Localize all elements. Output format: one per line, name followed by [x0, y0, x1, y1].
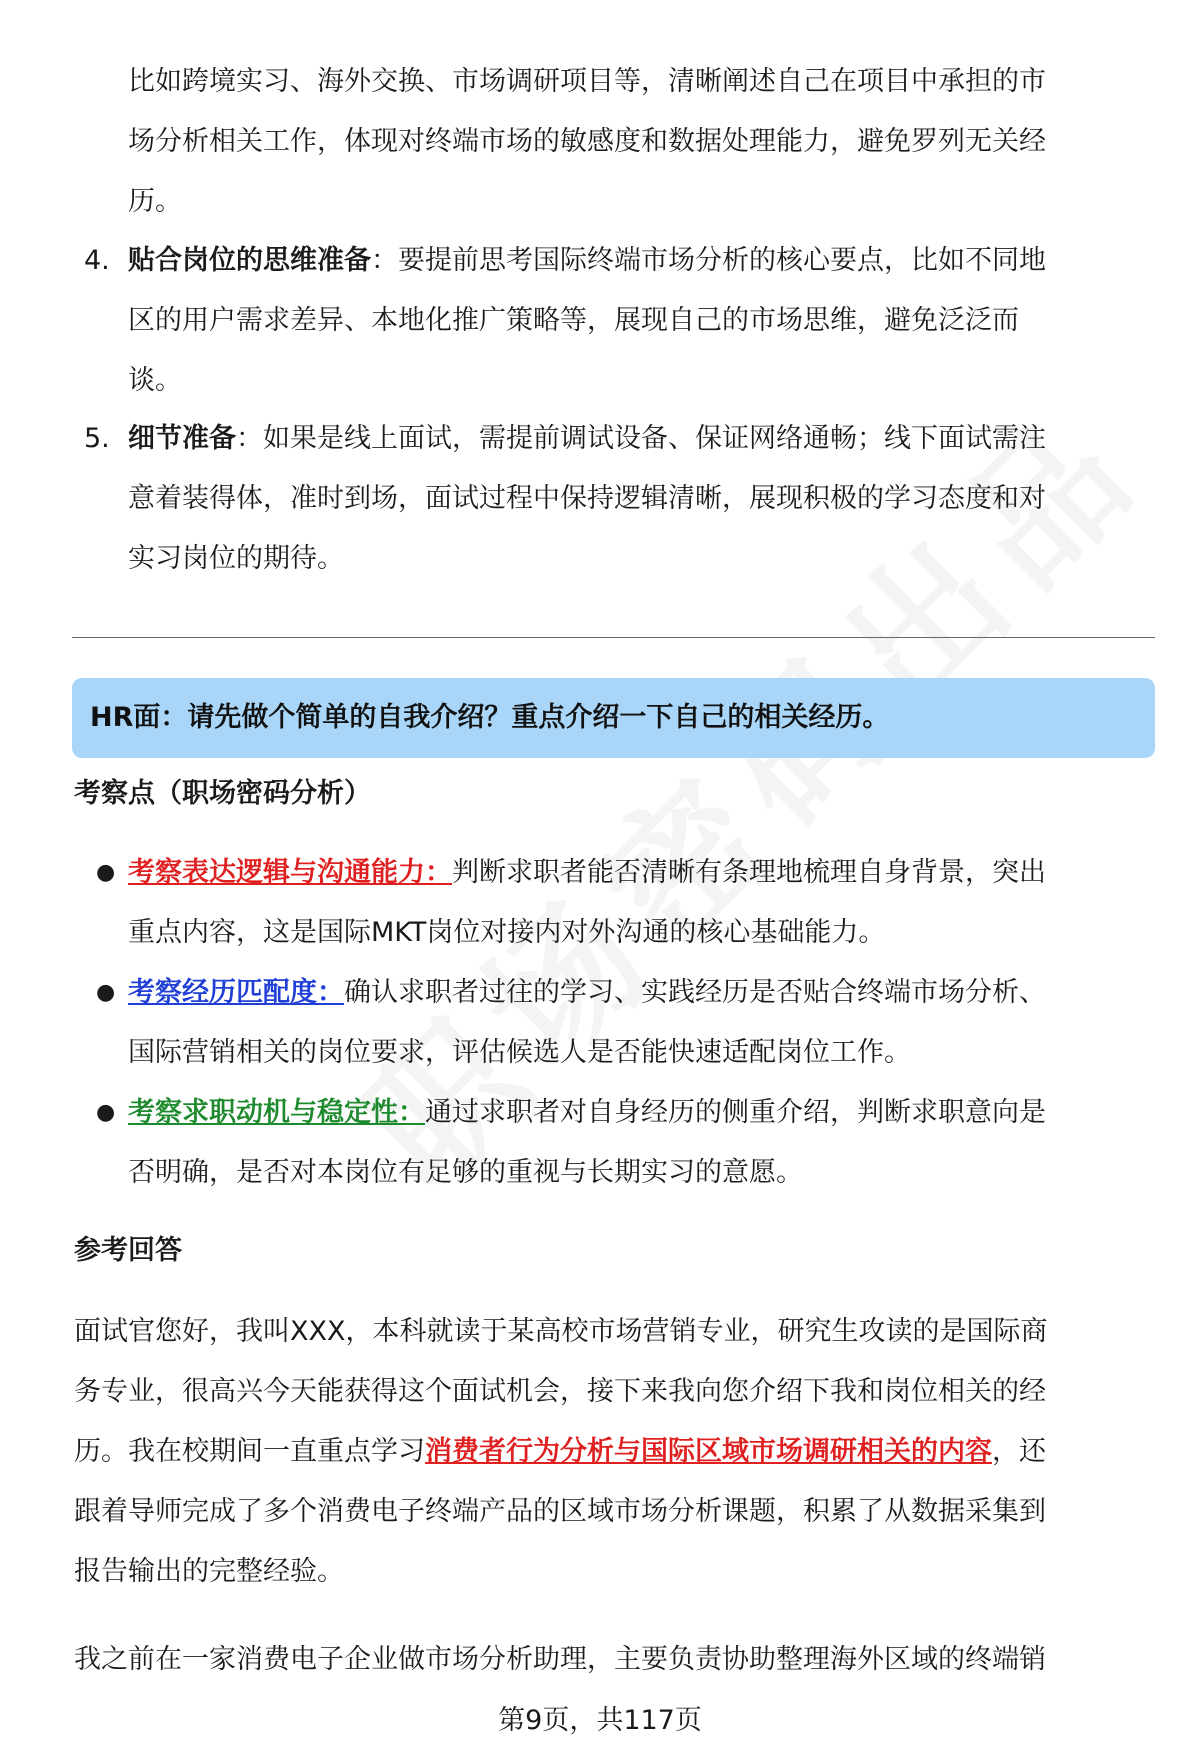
text-line: 场分析相关工作，体现对终端市场的敏感度和数据处理能力，避免罗列无关经	[128, 126, 1046, 157]
text-span: ，还	[992, 1436, 1046, 1467]
question-text: HR面：请先做个简单的自我介绍？重点介绍一下自己的相关经历。	[90, 702, 890, 733]
text-line: 区的用户需求差异、本地化推广策略等，展现自己的市场思维，避免泛泛而	[128, 305, 1019, 336]
list-number: 4.	[84, 245, 110, 276]
text-line	[0, 1083, 1200, 1143]
reference-title: 参考回答	[74, 1235, 182, 1266]
text-line: 重点内容，这是国际MKT岗位对接内对外沟通的核心基础能力。	[128, 917, 886, 948]
text-span: 历。我在校期间一直重点学习	[74, 1436, 425, 1467]
separator: ：	[236, 423, 263, 454]
point-label: 考察经历匹配度：	[128, 977, 344, 1008]
text-span: 通过求职者对自身经历的侧重介绍，判断求职意向是	[425, 1097, 1046, 1128]
text-line	[0, 409, 1200, 469]
text-line: 比如跨境实习、海外交换、市场调研项目等，清晰阐述自己在项目中承担的市	[128, 66, 1046, 97]
item-title: 贴合岗位的思维准备	[128, 245, 371, 276]
text-line: 面试官您好，我叫XXX，本科就读于某高校市场营销专业，研究生攻读的是国际商	[74, 1316, 1048, 1347]
list-number: 5.	[84, 423, 110, 454]
text-line	[0, 963, 1200, 1023]
reference-answer	[0, 1302, 1200, 1602]
bullet-icon: ●	[96, 860, 116, 885]
section-divider	[72, 637, 1155, 638]
highlight-text: 消费者行为分析与国际区域市场调研相关的内容	[425, 1436, 992, 1467]
text-line: 务专业，很高兴今天能获得这个面试机会，接下来我向您介绍下我和岗位相关的经	[74, 1376, 1046, 1407]
text-line: 跟着导师完成了多个消费电子终端产品的区域市场分析课题，积累了从数据采集到	[74, 1496, 1046, 1527]
text-line: 意着装得体，准时到场，面试过程中保持逻辑清晰，展现积极的学习态度和对	[128, 483, 1046, 514]
point-label: 考察求职动机与稳定性：	[128, 1097, 425, 1128]
text-line: 报告输出的完整经验。	[74, 1556, 344, 1587]
bullet-icon: ●	[96, 1100, 116, 1125]
assessment-points	[0, 843, 1200, 1203]
point-label: 考察表达逻辑与沟通能力：	[128, 857, 452, 888]
text-line: 历。	[128, 186, 182, 217]
separator: ：	[371, 245, 398, 276]
text-line: 我之前在一家消费电子企业做市场分析助理，主要负责协助整理海外区域的终端销	[74, 1644, 1046, 1675]
text-line: 实习岗位的期待。	[128, 543, 344, 574]
bullet-icon: ●	[96, 980, 116, 1005]
assessment-title: 考察点（职场密码分析）	[74, 778, 371, 809]
text-line: 否明确，是否对本岗位有足够的重视与长期实习的意愿。	[128, 1157, 803, 1188]
text-line: 国际营销相关的岗位要求，评估候选人是否能快速适配岗位工作。	[128, 1037, 911, 1068]
text-line	[0, 843, 1200, 903]
text-span: 确认求职者过往的学习、实践经历是否贴合终端市场分析、	[344, 977, 1046, 1008]
text-line: 谈。	[128, 365, 182, 396]
assessment-point	[0, 1083, 1200, 1203]
text-line	[0, 1422, 1200, 1482]
reference-answer-continued	[0, 1630, 1200, 1690]
assessment-point	[0, 843, 1200, 963]
question-box	[72, 678, 1155, 758]
assessment-point	[0, 963, 1200, 1083]
text-span: 判断求职者能否清晰有条理地梳理自身背景，突出	[452, 857, 1046, 888]
page-footer: 第9页，共117页	[498, 1705, 702, 1736]
list-item-5	[0, 409, 1200, 589]
text-span: 要提前思考国际终端市场分析的核心要点，比如不同地	[398, 245, 1046, 276]
item-title: 细节准备	[128, 423, 236, 454]
text-line	[0, 231, 1200, 291]
item3-continuation	[0, 52, 1200, 232]
text-span: 如果是线上面试，需提前调试设备、保证网络通畅；线下面试需注	[263, 423, 1046, 454]
list-item-4	[0, 231, 1200, 411]
